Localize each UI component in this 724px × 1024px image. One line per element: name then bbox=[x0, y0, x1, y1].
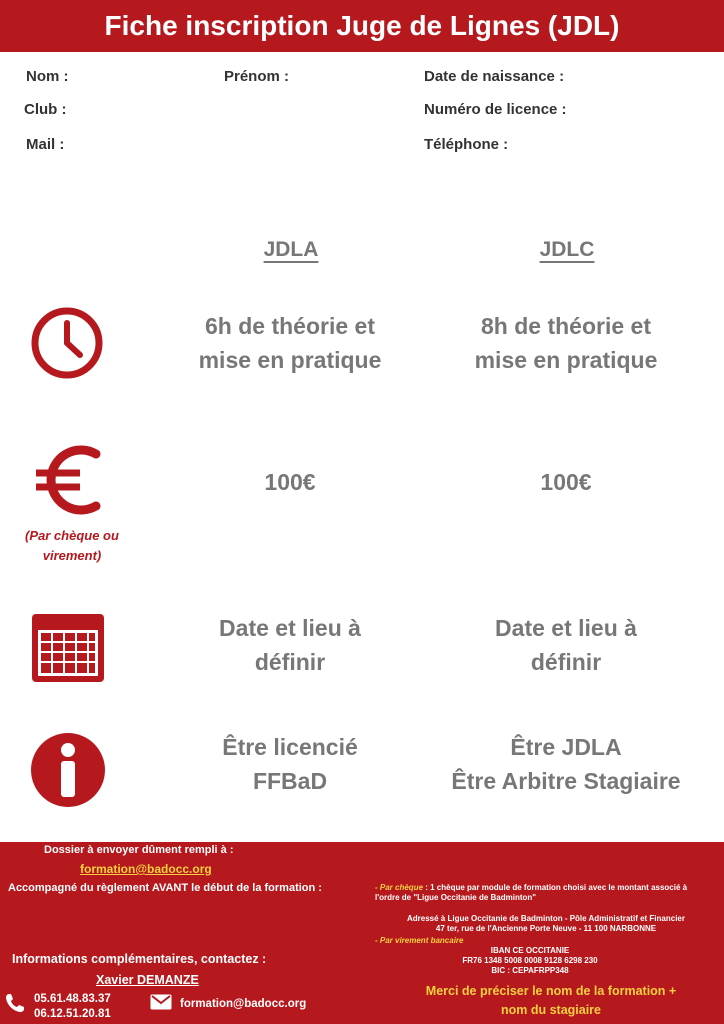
field-telephone: Téléphone : bbox=[424, 136, 509, 153]
clock-icon bbox=[30, 306, 104, 385]
column-header-jdla: JDLA bbox=[263, 238, 319, 261]
jdla-requirements: Être licencié FFBaD bbox=[222, 734, 358, 794]
field-licence: Numéro de licence : bbox=[424, 101, 567, 118]
footer bbox=[0, 842, 724, 1024]
field-nom: Nom : bbox=[26, 68, 69, 85]
send-email-link[interactable]: formation@badocc.org bbox=[80, 862, 212, 876]
field-club: Club : bbox=[24, 101, 67, 118]
bank-details: IBAN CE OCCITANIE FR76 1348 5008 0008 9128 6298 230 BIC : CEPAFRPP348 bbox=[462, 946, 598, 975]
info-label: Informations complémentaires, contactez : bbox=[12, 952, 267, 966]
mailing-address: Adressé à Ligue Occitanie de Badminton - Pôle Administratif et Financier 47 ter, rue de l'Ancienne Porte Neuve - 11 100 NARBONNE bbox=[407, 914, 685, 933]
phone-icon bbox=[4, 992, 26, 1019]
jdla-date: Date et lieu à définir bbox=[219, 615, 361, 675]
jdlc-duration: 8h de théorie et mise en pratique bbox=[474, 313, 658, 373]
info-icon bbox=[30, 732, 106, 813]
field-date-naissance: Date de naissance : bbox=[424, 68, 565, 85]
jdla-price: 100€ bbox=[264, 469, 316, 495]
mail-icon bbox=[150, 994, 172, 1015]
cheque-info: - Par chèque : 1 chèque par module de formation choisi avec le montant associé à l'ordre de "Ligue Occitanie de Badminton" bbox=[375, 883, 688, 902]
jdla-duration: 6h de théorie et mise en pratique bbox=[198, 313, 382, 373]
jdlc-date: Date et lieu à définir bbox=[495, 615, 637, 675]
page-title: Fiche inscription Juge de Lignes (JDL) bbox=[0, 0, 724, 52]
contact-phones: 05.61.48.83.37 06.12.51.20.81 bbox=[34, 993, 111, 1020]
payment-label: Accompagné du règlement AVANT le début de la formation : bbox=[8, 882, 322, 894]
euro-icon bbox=[30, 440, 110, 525]
price-note: (Par chèque ou virement) bbox=[25, 528, 119, 563]
calendar-icon bbox=[30, 612, 106, 689]
send-label: Dossier à envoyer dûment rempli à : bbox=[44, 844, 234, 856]
field-prenom: Prénom : bbox=[224, 68, 290, 85]
jdlc-price: 100€ bbox=[540, 469, 592, 495]
column-header-jdlc: JDLC bbox=[539, 238, 595, 261]
contact-name: Xavier DEMANZE bbox=[96, 973, 199, 987]
field-mail: Mail : bbox=[26, 136, 65, 153]
contact-email[interactable]: formation@badocc.org bbox=[180, 998, 307, 1010]
reminder-note: Merci de préciser le nom de la formation + nom du stagiaire bbox=[425, 984, 677, 1017]
virement-label: - Par virement bancaire bbox=[375, 936, 464, 945]
jdlc-requirements: Être JDLA Être Arbitre Stagiaire bbox=[451, 734, 681, 794]
